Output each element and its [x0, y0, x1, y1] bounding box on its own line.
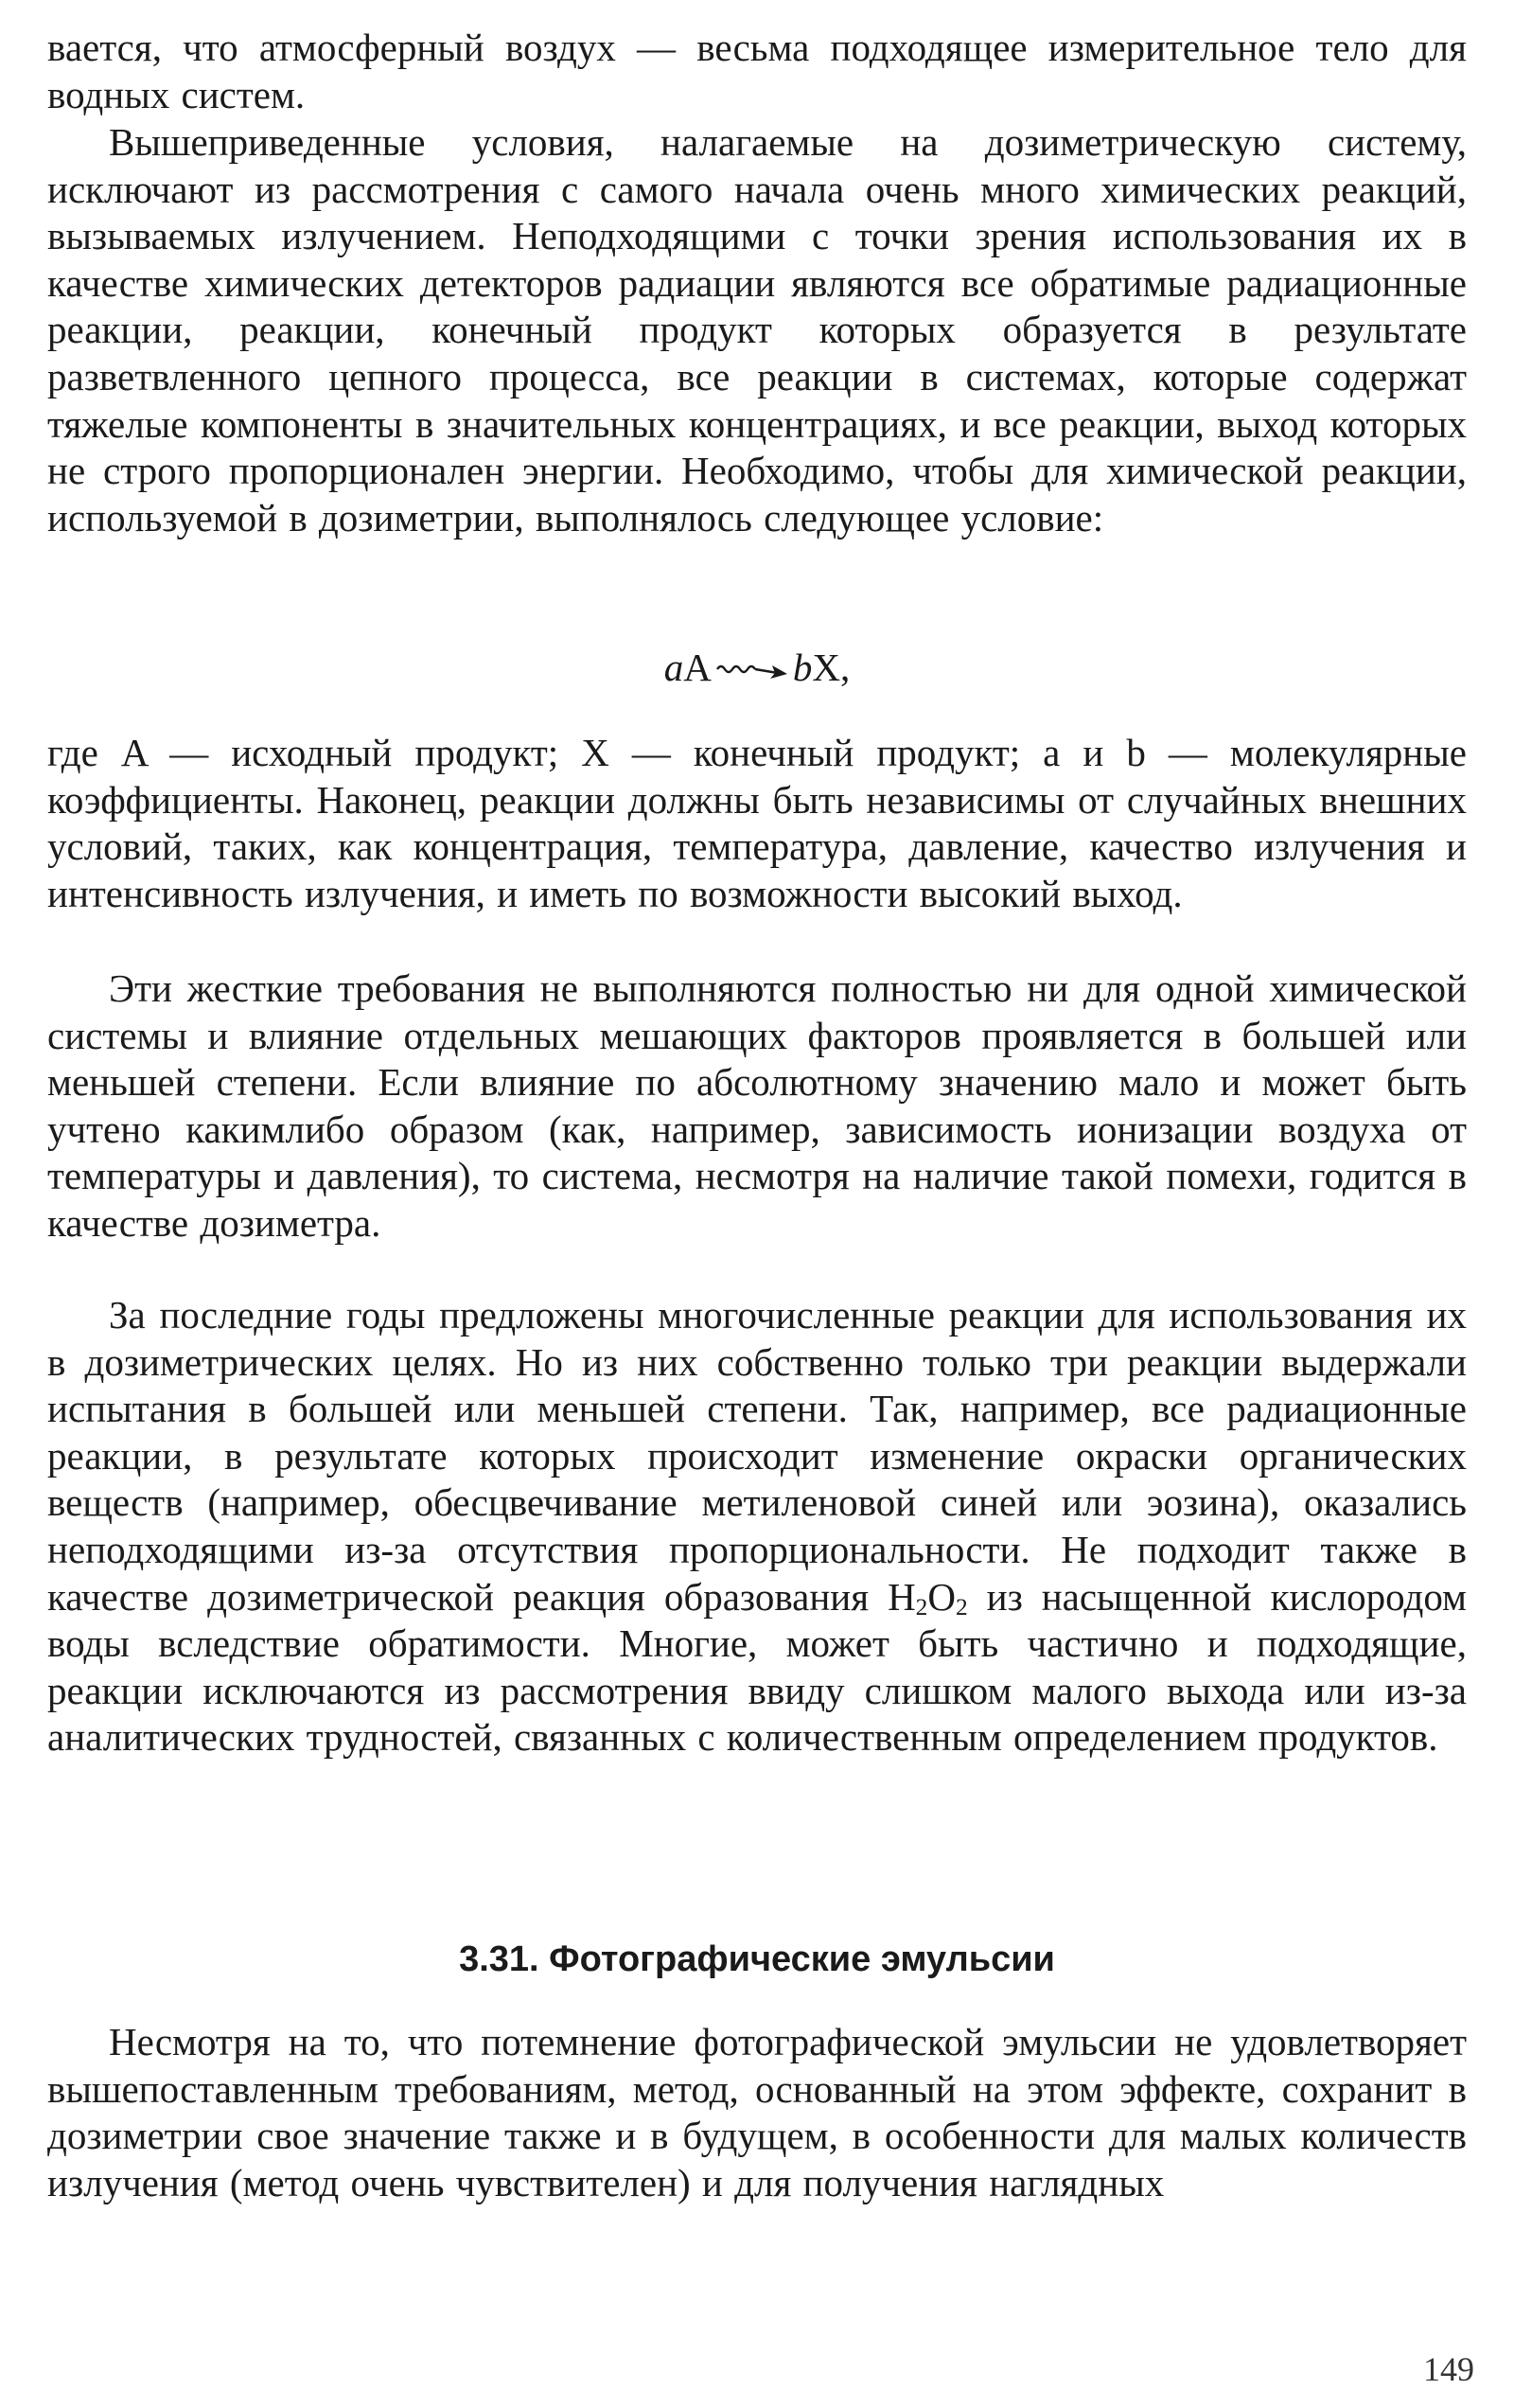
h2o2-sub-1: 2: [915, 1593, 928, 1620]
reaction-formula: [47, 644, 1467, 691]
section-heading: 3.31. Фотографические эмульсии: [459, 1939, 1055, 1979]
formula-right-coefficient: b: [792, 646, 813, 689]
paragraph-5-part-1: За последние годы предложены многочисленные реакции для использования их в дозиметрических целях. Но из них собственно только три реакции выдержали испытания в большей или меньшей степени. Так, например, все радиационные реакции, в результате которых происходит изменение окраски органических веществ (например, обесцвечивание метиленовой синей или эозина), оказались неподходящими из-за отсутствия пропорциональности. Не подходит также в качестве дозиметрической реакция образования: [47, 1293, 1467, 1619]
h2o2-formula: [888, 1575, 968, 1619]
paragraph-photographic: [47, 2019, 1467, 2206]
h2o2-o: O: [927, 1574, 956, 1619]
paragraph-1-text: вается, что атмосферный воздух — весьма подходящее измерительное тело для водных систем.: [47, 26, 1467, 116]
formula-left-species: A: [683, 646, 712, 689]
paragraph-3-text: где A — исходный продукт; X — конечный продукт; a и b — молекулярные коэффициенты. Наконец, реакции должны быть независимы от случайных внешних условий, таких, как концентрация, температура, давление, качество излучения и интенсивность излучения, и иметь по возможности высокий выход.: [47, 731, 1467, 915]
paragraph-reactions: [47, 1292, 1467, 1762]
formula-left-coefficient: a: [663, 646, 684, 689]
radiation-arrow-icon: [715, 662, 791, 682]
paragraph-definitions: [47, 730, 1467, 917]
h2o2-sub-2: 2: [955, 1593, 968, 1620]
paragraph-4-text: Эти жесткие требования не выполняются полностью ни для одной химической системы и влияние отдельных мешающих факторов проявляется в большей или меньшей степени. Если влияние по абсолютному значению мало и может быть учтено какимлибо образом (как, например, зависимость ионизации воздуха от температуры и давления), то система, несмотря на наличие такой помехи, годится в качестве дозиметра.: [47, 966, 1467, 1245]
book-page: [47, 0, 1467, 2408]
paragraph-6-text: Несмотря на то, что потемнение фотографической эмульсии не удовлетворяет вышепоставленным требованиям, метод, основанный на этом эффекте, сохранит в дозиметрии свое значение также и в будущем, в особенности для малых количеств излучения (метод очень чувствителен) и для получения наглядных: [47, 2020, 1467, 2204]
paragraph-requirements: [47, 965, 1467, 1248]
formula-right-species: X,: [812, 646, 851, 689]
page-number: 149: [1423, 2350, 1474, 2388]
paragraph-conditions: [47, 119, 1467, 541]
paragraph-2-text: Вышеприведенные условия, налагаемые на дозиметрическую систему, исключают из рассмотрения с самого начала очень много химических реакций, вызываемых излучением. Неподходящими с точки зрения использования их в качестве химических детекторов радиации являются все обратимые радиационные реакции, реакции, конечный продукт которых образуется в результате разветвленного цепного процесса, все реакции в системах, которые содержат тяжелые компоненты в значительных концентрациях, и все реакции, выход которых не строго пропорционален энергии. Необходимо, чтобы для химической реакции, используемой в дозиметрии, выполнялось следующее условие:: [47, 120, 1467, 540]
paragraph-5-part-2: из насыщенной кислородом воды вследствие обратимости. Многие, может быть частично и подходящие, реакции исключаются из рассмотрения ввиду слишком малого выхода или из-за аналитических трудностей, связанных с количественным определением продуктов.: [47, 1574, 1468, 1760]
paragraph-continuation: [47, 25, 1467, 118]
paragraph-5-text: [47, 1292, 1467, 1762]
h2o2-h: H: [888, 1574, 916, 1619]
